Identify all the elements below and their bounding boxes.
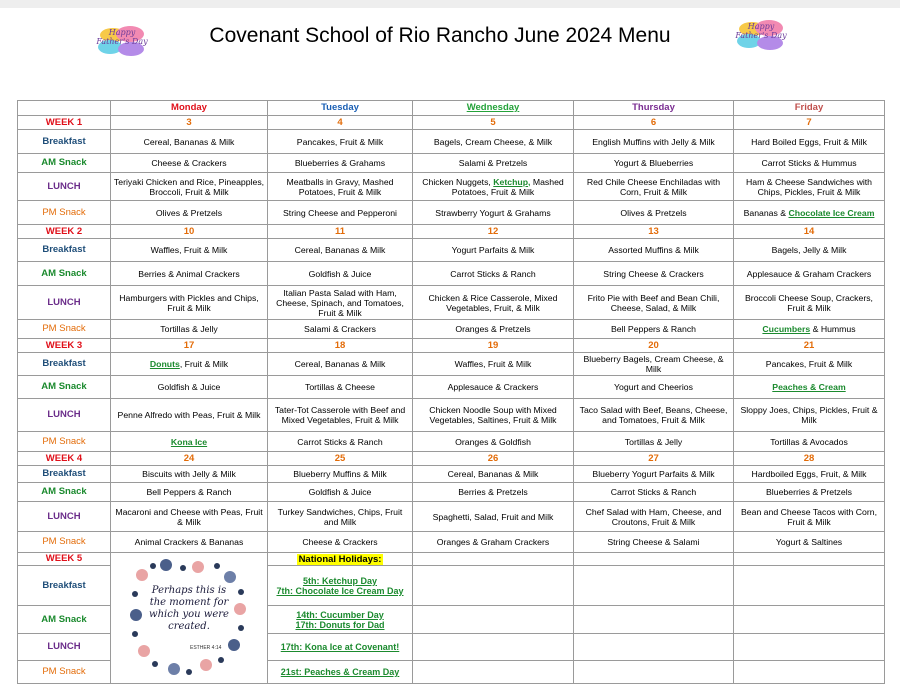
meal-cell: Waffles, Fruit & Milk bbox=[413, 353, 574, 376]
meal-cell bbox=[111, 432, 268, 452]
meal-cell: Chef Salad with Ham, Cheese, and Croutons, Fruit & Milk bbox=[574, 502, 734, 532]
meal-cell: Spaghetti, Salad, Fruit and Milk bbox=[413, 502, 574, 532]
date-cell: 3 bbox=[111, 116, 268, 130]
am-snack-label: AM Snack bbox=[18, 154, 111, 173]
week4-breakfast-row bbox=[18, 466, 885, 483]
meal-cell: Red Chile Cheese Enchiladas with Corn, Fruit & Milk bbox=[574, 173, 734, 201]
meal-cell: Ham & Cheese Sandwiches with Chips, Pickles, Fruit & Milk bbox=[734, 173, 885, 201]
empty-cell bbox=[734, 553, 885, 566]
date-cell: 26 bbox=[413, 452, 574, 466]
meal-cell: Cereal, Bananas & Milk bbox=[268, 353, 413, 376]
meal-cell: Yogurt Parfaits & Milk bbox=[413, 239, 574, 262]
date-cell: 6 bbox=[574, 116, 734, 130]
date-cell: 13 bbox=[574, 225, 734, 239]
badge-left-text: Happy Father's Day bbox=[96, 28, 148, 46]
empty-cell bbox=[413, 661, 574, 684]
pm-snack-label: PM Snack bbox=[18, 661, 111, 684]
header-friday: Friday bbox=[734, 101, 885, 116]
verse-wreath bbox=[130, 559, 248, 677]
holiday-cell bbox=[268, 634, 413, 661]
empty-cell bbox=[574, 634, 734, 661]
empty-cell bbox=[734, 606, 885, 634]
meal-cell: Chicken Noodle Soup with Mixed Vegetables, Saltines, Fruit & Milk bbox=[413, 399, 574, 432]
chocolate-ice-cream-highlight: Chocolate Ice Cream bbox=[788, 207, 875, 218]
meal-cell: Cereal, Bananas & Milk bbox=[413, 466, 574, 483]
fathers-day-badge-right bbox=[735, 16, 787, 56]
page-title: Covenant School of Rio Rancho June 2024 Menu bbox=[209, 24, 671, 47]
meal-cell: Turkey Sandwiches, Chips, Fruit and Milk bbox=[268, 502, 413, 532]
week2-pm-row bbox=[18, 320, 885, 339]
meal-cell: Cheese & Crackers bbox=[268, 532, 413, 553]
empty-cell bbox=[413, 634, 574, 661]
meal-cell: Cheese & Crackers bbox=[111, 154, 268, 173]
meal-cell: Italian Pasta Salad with Ham, Cheese, Spinach, and Tomatoes, Fruit & Milk bbox=[268, 286, 413, 320]
meal-cell: English Muffins with Jelly & Milk bbox=[574, 130, 734, 154]
week2-label: WEEK 2 bbox=[18, 225, 111, 239]
date-cell: 14 bbox=[734, 225, 885, 239]
meal-cell: Oranges & Pretzels bbox=[413, 320, 574, 339]
week3-row bbox=[18, 339, 885, 353]
date-cell: 11 bbox=[268, 225, 413, 239]
meal-cell: Chicken & Rice Casserole, Mixed Vegetables, Fruit, & Milk bbox=[413, 286, 574, 320]
week1-pm-row bbox=[18, 201, 885, 225]
meal-cell: String Cheese & Salami bbox=[574, 532, 734, 553]
week5-label: WEEK 5 bbox=[18, 553, 111, 566]
meal-cell: Carrot Sticks & Hummus bbox=[734, 154, 885, 173]
date-cell: 27 bbox=[574, 452, 734, 466]
meal-cell: Olives & Pretzels bbox=[574, 201, 734, 225]
meal-cell bbox=[734, 320, 885, 339]
holiday-item: 17th: Donuts for Dad bbox=[295, 619, 385, 630]
meal-cell: Berries & Pretzels bbox=[413, 483, 574, 502]
breakfast-label: Breakfast bbox=[18, 466, 111, 483]
meal-text: Mashed Potatoes, Fruit & Milk bbox=[451, 176, 564, 197]
meal-cell: Macaroni and Cheese with Peas, Fruit & Milk bbox=[111, 502, 268, 532]
week4-pm-row bbox=[18, 532, 885, 553]
lunch-label: LUNCH bbox=[18, 286, 111, 320]
breakfast-label: Breakfast bbox=[18, 239, 111, 262]
meal-cell: Teriyaki Chicken and Rice, Pineapples, Broccoli, Fruit & Milk bbox=[111, 173, 268, 201]
breakfast-label: Breakfast bbox=[18, 566, 111, 606]
meal-cell: Bell Peppers & Ranch bbox=[111, 483, 268, 502]
verse-reference: ESTHER 4:14 bbox=[190, 645, 222, 651]
week1-lunch-row bbox=[18, 173, 885, 201]
meal-cell: Yogurt & Saltines bbox=[734, 532, 885, 553]
header-wednesday: Wednesday bbox=[413, 101, 574, 116]
pm-snack-label: PM Snack bbox=[18, 432, 111, 452]
week1-breakfast-row bbox=[18, 130, 885, 154]
empty-cell bbox=[574, 566, 734, 606]
meal-cell: Blueberries & Grahams bbox=[268, 154, 413, 173]
date-cell: 24 bbox=[111, 452, 268, 466]
meal-cell: Goldfish & Juice bbox=[268, 262, 413, 286]
empty-cell bbox=[413, 553, 574, 566]
date-cell: 19 bbox=[413, 339, 574, 353]
week4-label: WEEK 4 bbox=[18, 452, 111, 466]
holiday-cell bbox=[268, 661, 413, 684]
meal-cell bbox=[734, 201, 885, 225]
meal-cell: Blueberries & Pretzels bbox=[734, 483, 885, 502]
meal-cell: Tater-Tot Casserole with Beef and Mixed Vegetables, Fruit & Milk bbox=[268, 399, 413, 432]
week2-row bbox=[18, 225, 885, 239]
pm-snack-label: PM Snack bbox=[18, 201, 111, 225]
header-row bbox=[18, 101, 885, 116]
meal-cell: Hamburgers with Pickles and Chips, Fruit & Milk bbox=[111, 286, 268, 320]
meal-cell: Animal Crackers & Bananas bbox=[111, 532, 268, 553]
week3-am-row bbox=[18, 376, 885, 399]
meal-cell: Blueberry Yogurt Parfaits & Milk bbox=[574, 466, 734, 483]
peaches-cream-highlight: Peaches & Cream bbox=[772, 382, 846, 392]
meal-cell bbox=[413, 173, 574, 201]
empty-cell bbox=[413, 566, 574, 606]
meal-cell: Carrot Sticks & Ranch bbox=[574, 483, 734, 502]
fathers-day-badge-left bbox=[96, 22, 148, 62]
national-holidays-title: National Holidays: bbox=[298, 553, 382, 565]
meal-cell: Hard Boiled Eggs, Fruit & Milk bbox=[734, 130, 885, 154]
meal-cell: Tortillas & Avocados bbox=[734, 432, 885, 452]
badge-right-text: Happy Father's Day bbox=[735, 22, 787, 40]
week4-am-row bbox=[18, 483, 885, 502]
ketchup-highlight: Ketchup, bbox=[493, 176, 531, 187]
holiday-cell bbox=[268, 566, 413, 606]
week2-breakfast-row bbox=[18, 239, 885, 262]
meal-text: Bananas & bbox=[743, 207, 789, 218]
date-cell: 20 bbox=[574, 339, 734, 353]
donuts-highlight: Donuts bbox=[149, 359, 180, 369]
meal-cell: Pancakes, Fruit & Milk bbox=[268, 130, 413, 154]
meal-cell: Pancakes, Fruit & Milk bbox=[734, 353, 885, 376]
lunch-label: LUNCH bbox=[18, 634, 111, 661]
empty-cell bbox=[413, 606, 574, 634]
meal-cell bbox=[734, 376, 885, 399]
lunch-label: LUNCH bbox=[18, 399, 111, 432]
meal-cell: Sloppy Joes, Chips, Pickles, Fruit & Milk bbox=[734, 399, 885, 432]
lunch-label: LUNCH bbox=[18, 173, 111, 201]
header-blank bbox=[18, 101, 111, 116]
empty-cell bbox=[574, 661, 734, 684]
holiday-item: 17th: Kona Ice at Covenant! bbox=[280, 642, 400, 652]
am-snack-label: AM Snack bbox=[18, 262, 111, 286]
cucumbers-highlight: Cucumbers bbox=[762, 324, 811, 334]
meal-cell: Yogurt & Blueberries bbox=[574, 154, 734, 173]
empty-cell bbox=[734, 634, 885, 661]
week3-lunch-row bbox=[18, 399, 885, 432]
date-cell: 12 bbox=[413, 225, 574, 239]
breakfast-label: Breakfast bbox=[18, 130, 111, 154]
meal-cell: Assorted Muffins & Milk bbox=[574, 239, 734, 262]
pm-snack-label: PM Snack bbox=[18, 320, 111, 339]
verse-wreath-cell bbox=[111, 553, 268, 684]
date-cell: 25 bbox=[268, 452, 413, 466]
meal-cell: Tortillas & Jelly bbox=[111, 320, 268, 339]
holiday-cell bbox=[268, 606, 413, 634]
breakfast-label: Breakfast bbox=[18, 353, 111, 376]
meal-cell: Oranges & Graham Crackers bbox=[413, 532, 574, 553]
meal-cell: Meatballs in Gravy, Mashed Potatoes, Fruit & Milk bbox=[268, 173, 413, 201]
top-strip bbox=[0, 0, 900, 8]
pm-snack-label: PM Snack bbox=[18, 532, 111, 553]
meal-cell: Bagels, Jelly & Milk bbox=[734, 239, 885, 262]
lunch-label: LUNCH bbox=[18, 502, 111, 532]
meal-cell: Bell Peppers & Ranch bbox=[574, 320, 734, 339]
meal-cell: Tortillas & Cheese bbox=[268, 376, 413, 399]
meal-cell: Applesauce & Graham Crackers bbox=[734, 262, 885, 286]
date-cell: 4 bbox=[268, 116, 413, 130]
meal-cell: Goldfish & Juice bbox=[268, 483, 413, 502]
holiday-item: 21st: Peaches & Cream Day bbox=[280, 667, 400, 677]
meal-cell: Waffles, Fruit & Milk bbox=[111, 239, 268, 262]
meal-cell: Frito Pie with Beef and Bean Chili, Cheese, Salad, & Milk bbox=[574, 286, 734, 320]
empty-cell bbox=[574, 553, 734, 566]
empty-cell bbox=[734, 566, 885, 606]
meal-cell: String Cheese and Pepperoni bbox=[268, 201, 413, 225]
meal-cell: Applesauce & Crackers bbox=[413, 376, 574, 399]
week4-row bbox=[18, 452, 885, 466]
meal-cell: Taco Salad with Beef, Beans, Cheese, and Tomatoes, Fruit & Milk bbox=[574, 399, 734, 432]
header-thursday: Thursday bbox=[574, 101, 734, 116]
date-cell: 7 bbox=[734, 116, 885, 130]
date-cell: 17 bbox=[111, 339, 268, 353]
holiday-item: 14th: Cucumber Day bbox=[296, 609, 384, 620]
meal-cell: Cereal, Bananas & Milk bbox=[111, 130, 268, 154]
holiday-item: 5th: Ketchup Day bbox=[302, 575, 377, 586]
date-cell: 18 bbox=[268, 339, 413, 353]
meal-cell: Penne Alfredo with Peas, Fruit & Milk bbox=[111, 399, 268, 432]
meal-cell: Hardboiled Eggs, Fruit, & Milk bbox=[734, 466, 885, 483]
week1-label: WEEK 1 bbox=[18, 116, 111, 130]
meal-cell: Yogurt and Cheerios bbox=[574, 376, 734, 399]
meal-cell: Tortillas & Jelly bbox=[574, 432, 734, 452]
meal-cell: Berries & Animal Crackers bbox=[111, 262, 268, 286]
meal-cell: Blueberry Muffins & Milk bbox=[268, 466, 413, 483]
meal-text: Chicken Nuggets, bbox=[422, 176, 494, 187]
meal-cell: Cereal, Bananas & Milk bbox=[268, 239, 413, 262]
empty-cell bbox=[734, 661, 885, 684]
header-tuesday: Tuesday bbox=[268, 101, 413, 116]
meal-cell: Salami & Crackers bbox=[268, 320, 413, 339]
verse-text: Perhaps this is the moment for which you were created. bbox=[149, 585, 229, 632]
date-cell: 28 bbox=[734, 452, 885, 466]
menu-table bbox=[17, 100, 885, 684]
meal-cell: Carrot Sticks & Ranch bbox=[268, 432, 413, 452]
am-snack-label: AM Snack bbox=[18, 606, 111, 634]
week1-am-row bbox=[18, 154, 885, 173]
meal-cell: Oranges & Goldfish bbox=[413, 432, 574, 452]
date-cell: 21 bbox=[734, 339, 885, 353]
week3-pm-row bbox=[18, 432, 885, 452]
meal-cell: Biscuits with Jelly & Milk bbox=[111, 466, 268, 483]
week3-label: WEEK 3 bbox=[18, 339, 111, 353]
meal-cell: Blueberry Bagels, Cream Cheese, & Milk bbox=[574, 353, 734, 376]
header-monday: Monday bbox=[111, 101, 268, 116]
empty-cell bbox=[574, 606, 734, 634]
date-cell: 10 bbox=[111, 225, 268, 239]
date-cell: 5 bbox=[413, 116, 574, 130]
am-snack-label: AM Snack bbox=[18, 483, 111, 502]
meal-cell: Bean and Cheese Tacos with Corn, Fruit & Milk bbox=[734, 502, 885, 532]
week5-row bbox=[18, 553, 885, 566]
week2-am-row bbox=[18, 262, 885, 286]
week1-row bbox=[18, 116, 885, 130]
meal-cell bbox=[111, 353, 268, 376]
week4-lunch-row bbox=[18, 502, 885, 532]
kona-ice-highlight: Kona Ice bbox=[170, 436, 208, 447]
meal-cell: Strawberry Yogurt & Grahams bbox=[413, 201, 574, 225]
meal-cell: Olives & Pretzels bbox=[111, 201, 268, 225]
meal-cell: Carrot Sticks & Ranch bbox=[413, 262, 574, 286]
holiday-title-cell bbox=[268, 553, 413, 566]
meal-cell: String Cheese & Crackers bbox=[574, 262, 734, 286]
week2-lunch-row bbox=[18, 286, 885, 320]
week3-breakfast-row bbox=[18, 353, 885, 376]
am-snack-label: AM Snack bbox=[18, 376, 111, 399]
meal-cell: Bagels, Cream Cheese, & Milk bbox=[413, 130, 574, 154]
meal-cell: Broccoli Cheese Soup, Crackers, Fruit & Milk bbox=[734, 286, 885, 320]
meal-text: & Hummus bbox=[810, 324, 856, 334]
holiday-item: 7th: Chocolate Ice Cream Day bbox=[276, 585, 404, 596]
meal-cell: Salami & Pretzels bbox=[413, 154, 574, 173]
meal-text: , Fruit & Milk bbox=[179, 359, 229, 369]
meal-cell: Goldfish & Juice bbox=[111, 376, 268, 399]
